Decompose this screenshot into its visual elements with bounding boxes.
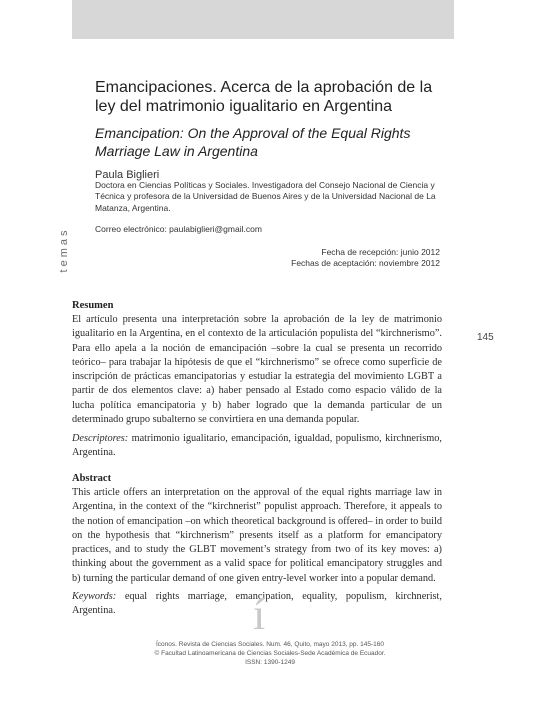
resumen-keywords (72, 432, 442, 461)
received-date: Fecha de recepción: junio 2012 (321, 247, 440, 257)
abstract-keywords-text: equal rights marriage, emancipation, equality, populism, kirchnerist, Argentina. (72, 591, 442, 617)
citation-line-1: Íconos. Revista de Ciencias Sociales. Num. 46, Quito, mayo 2013, pp. 145-160 (156, 641, 384, 648)
section-label-text: temas (58, 227, 70, 273)
article-title-english: Emancipation: On the Approval of the Equal Rights Marriage Law in Argentina (95, 125, 411, 159)
accepted-date: Fechas de aceptación: noviembre 2012 (291, 258, 440, 268)
author-email: Correo electrónico: paulabiglieri@gmail.com (95, 224, 262, 234)
author-name: Paula Biglieri (95, 169, 160, 181)
abstract-heading: Abstract (72, 473, 112, 484)
resumen-body: El artículo presenta una interpretación sobre la aprobación de la ley de matrimonio igualitario en la Argentina, en el contexto de la articulación populista del “kirchnerismo”. Para ello apela a la noción de emancipación –sobre la cual se presenta un recorrido teórico– para trabajar la hipótesis de que el “kirchnerismo” se ofrece como superficie de inscripción de prácticas emancipatorias y estudiar la estrategia del movimiento LGBT a partir de dos elementos clave: a) haber pensado al Estado como espacio válido de la lucha política emancipatoria y b) haber logrado que la demanda particular de un determinado grupo subalterno se convirtiera en una demanda popular. (72, 314, 442, 426)
journal-logo: í (253, 590, 266, 639)
page-number: 145 (477, 332, 494, 343)
resumen-keywords-text: matrimonio igualitario, emancipación, igualdad, populismo, kirchnerismo, Argentina. (72, 433, 442, 459)
citation-line-3: ISSN: 1390-1249 (245, 659, 295, 666)
header-band (72, 0, 454, 39)
author-affiliation: Doctora en Ciencias Políticas y Sociales. Investigadora del Consejo Nacional de Ciencia y Técnica y profesora de la Universidad de Buenos Aires y de la Universidad Nacional de La Matanza, Argentina. (95, 180, 436, 213)
citation-line-2: © Facultad Latinoamericana de Ciencias Sociales-Sede Académica de Ecuador. (154, 650, 386, 657)
abstract-body: This article offers an interpretation on the approval of the equal rights marriage law in Argentina, in the context of the “kirchnerist” populist approach. Therefore, it appeals to the notion of emancipation –on which theoretical background is offered– in order to build on the hypothesis that “kirchnerism” presents itself as a platform for emancipatory practices, and to study the GLBT movement’s strategy from two of its key moves: a) thinking about the government as a valid space for political emancipatory struggles and b) turning the particular demand of one given entry-level worker into a popular demand. (72, 487, 442, 584)
section-label (57, 222, 69, 280)
citation-footer (120, 640, 420, 667)
article-title-spanish: Emancipaciones. Acerca de la aprobación de la ley del matrimonio igualitario en Argentina (95, 79, 433, 115)
dates-block (270, 247, 440, 269)
resumen-heading: Resumen (72, 300, 114, 311)
abstract-keywords-label: Keywords: (72, 591, 117, 602)
resumen-keywords-label: Descriptores: (72, 433, 129, 444)
